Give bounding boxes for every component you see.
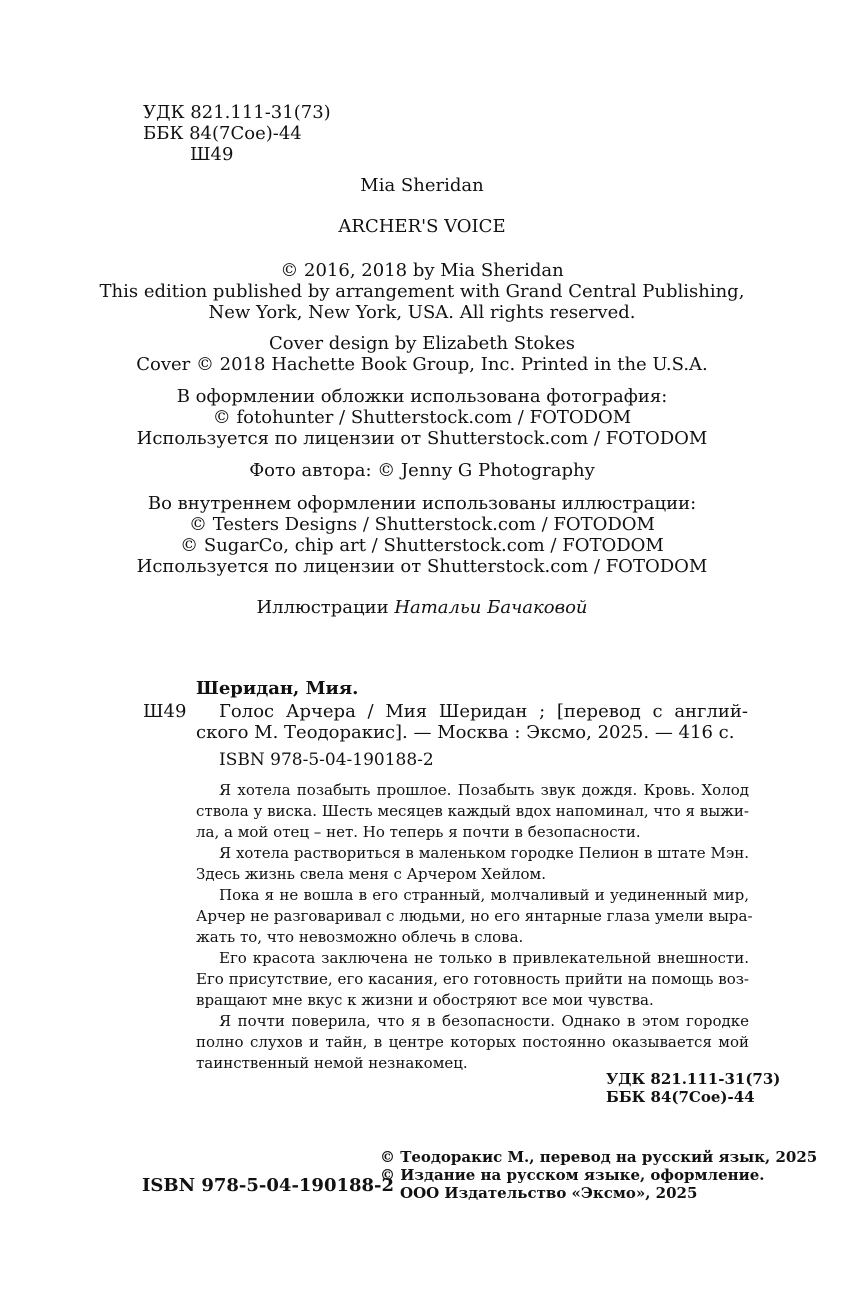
annotation-line: Его красота заключена не только в привлекательной внешности.	[219, 949, 749, 967]
illustrator-credit	[0, 597, 844, 619]
udk-code: УДК 821.111-31(73)	[143, 102, 331, 123]
annotation-line: полно слухов и тайн, в центре которых постоянно оказывается мой	[196, 1033, 749, 1051]
author-mark: Ш49	[190, 144, 234, 165]
annotation-line: вращают мне вкус к жизни и обостряют все мои чувства.	[196, 991, 654, 1009]
bottom-isbn: ISBN 978-5-04-190188-2	[142, 1175, 395, 1196]
original-title: ARCHER'S VOICE	[338, 216, 506, 237]
annotation-line: ла, а мой отец – нет. Но теперь я почти в безопасности.	[196, 823, 641, 841]
original-copyright: © 2016, 2018 by Mia Sheridan	[280, 260, 564, 281]
edition-line-2: New York, New York, USA. All rights reserved.	[208, 302, 636, 323]
catalog-author-mark: Ш49	[143, 701, 187, 722]
annotation-line: Я хотела раствориться в маленьком городке Пелион в штате Мэн.	[219, 844, 749, 862]
original-author: Mia Sheridan	[360, 175, 484, 196]
annotation-line: жать то, что невозможно облечь в слова.	[196, 928, 524, 946]
illustrator-name: Натальи Бачаковой	[394, 597, 588, 618]
footer-bbk: ББК 84(7Сое)-44	[606, 1088, 755, 1106]
inner-illustrations-line-1: Во внутреннем оформлении использованы иллюстрации:	[147, 493, 697, 514]
catalog-line-1: Голос Арчера / Мия Шеридан ; [перевод с англий-	[219, 701, 748, 722]
cover-photo-line-3: Используется по лицензии от Shutterstock.com / FOTODOM	[136, 428, 708, 449]
annotation-line: ствола у виска. Шесть месяцев каждый вдох напоминал, что я выжи-	[196, 802, 749, 820]
cover-photo-line-2: © fotohunter / Shutterstock.com / FOTODOM	[212, 407, 632, 428]
bbk-code: ББК 84(7Сое)-44	[143, 123, 302, 144]
edition-line-1: This edition published by arrangement with Grand Central Publishing,	[99, 281, 745, 302]
edition-copyright: © Издание на русском языке, оформление.	[380, 1166, 765, 1184]
annotation-line: Арчер не разговаривал с людьми, но его янтарные глаза умели выра-	[196, 907, 753, 925]
annotation-line: Я хотела позабыть прошлое. Позабыть звук дождя. Кровь. Холод	[219, 781, 749, 799]
annotation-line: таинственный немой незнакомец.	[196, 1054, 468, 1072]
inner-illustrations-line-2: © Testers Designs / Shutterstock.com / FOTODOM	[189, 514, 655, 535]
annotation-line: Здесь жизнь свела меня с Арчером Хейлом.	[196, 865, 546, 883]
illustrator-prefix: Иллюстрации	[256, 597, 395, 618]
translation-copyright: © Теодоракис М., перевод на русский язык, 2025	[380, 1148, 818, 1166]
cover-design: Cover design by Elizabeth Stokes	[269, 333, 575, 354]
author-photo-credit: Фото автора: © Jenny G Photography	[249, 460, 595, 481]
catalog-line-2: ского М. Теодоракис]. — Москва : Эксмо, 2025. — 416 с.	[196, 722, 735, 743]
cover-photo-line-1: В оформлении обложки использована фотография:	[176, 386, 668, 407]
inner-illustrations-line-3: © SugarCo, chip art / Shutterstock.com / FOTODOM	[180, 535, 664, 556]
cover-copyright: Cover © 2018 Hachette Book Group, Inc. Printed in the U.S.A.	[136, 354, 708, 375]
publisher-copyright: ООО Издательство «Эксмо», 2025	[400, 1184, 698, 1202]
footer-udk: УДК 821.111-31(73)	[606, 1070, 781, 1088]
inner-illustrations-line-4: Используется по лицензии от Shutterstock.com / FOTODOM	[136, 556, 708, 577]
annotation-line: Я почти поверила, что я в безопасности. Однако в этом городке	[219, 1012, 749, 1030]
annotation-line: Его присутствие, его касания, его готовность прийти на помощь воз-	[196, 970, 749, 988]
annotation-line: Пока я не вошла в его странный, молчаливый и уединенный мир,	[219, 886, 749, 904]
catalog-heading: Шеридан, Мия.	[196, 678, 359, 699]
catalog-isbn: ISBN 978-5-04-190188-2	[219, 750, 434, 770]
